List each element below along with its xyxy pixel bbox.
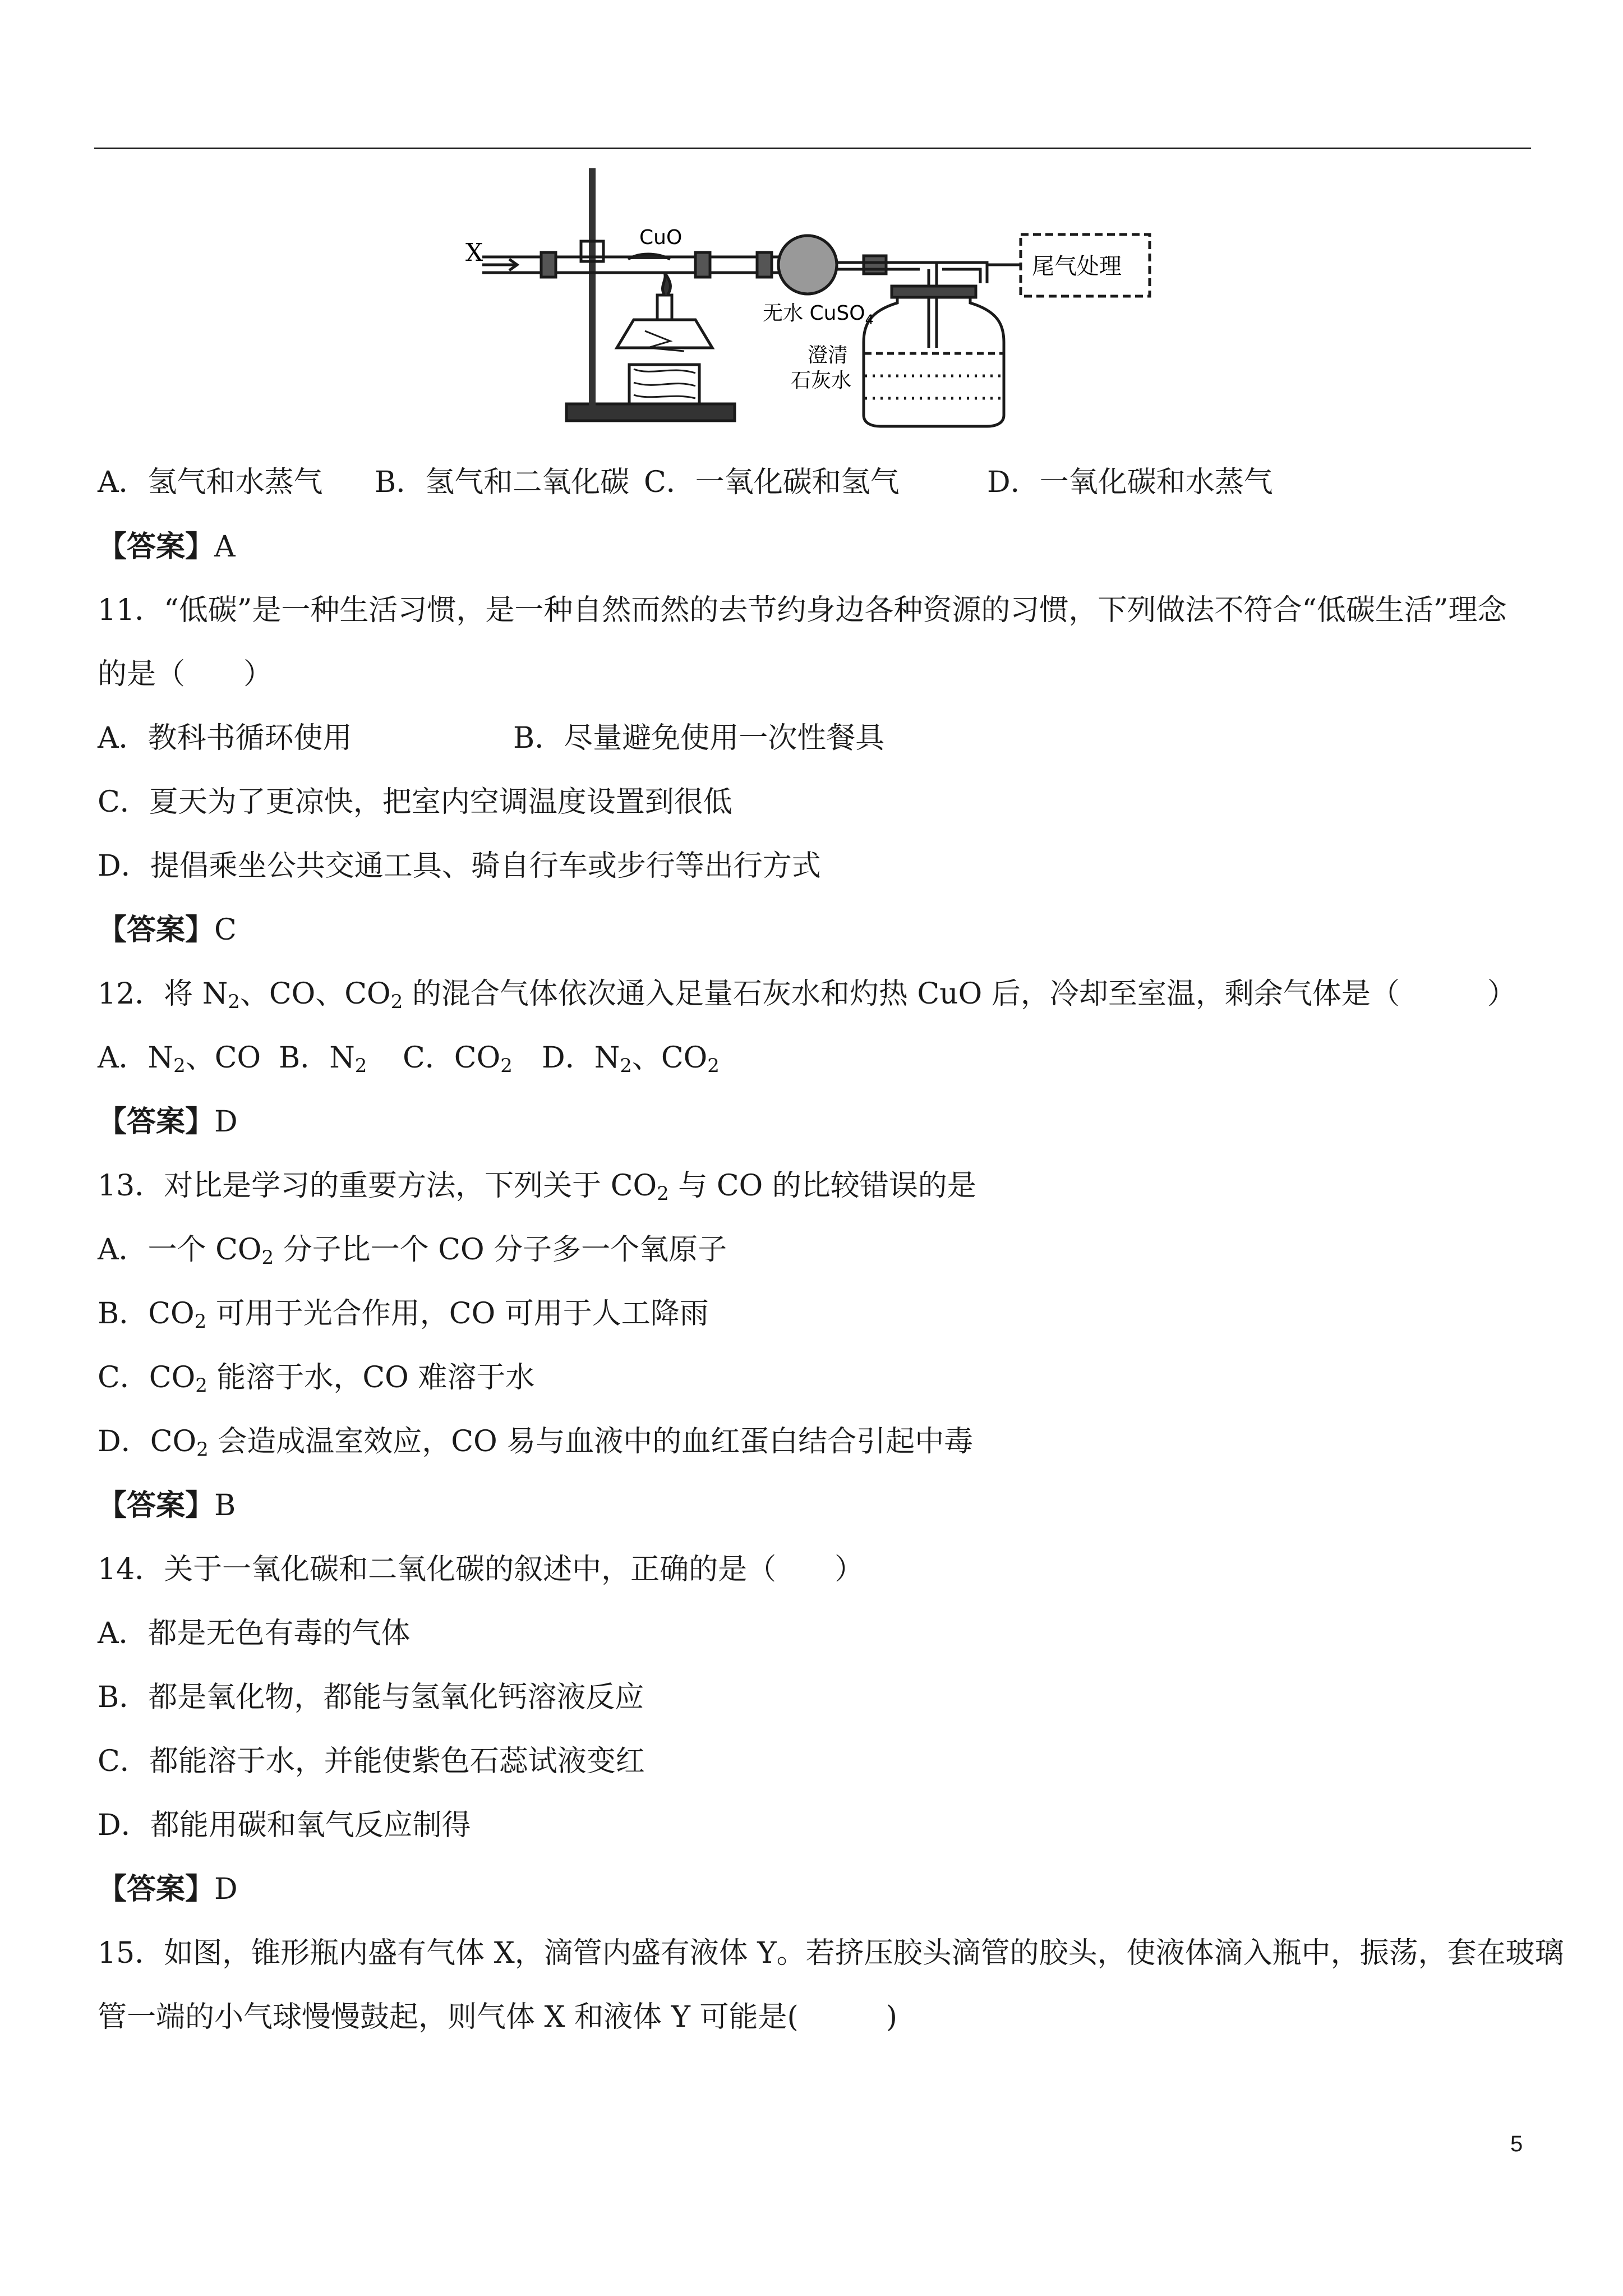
- q12-option-a: A．$N_2$、CO: [98, 1041, 261, 1077]
- q12-stem: 12．将 $N_2$、CO、$CO_2$ 的混合气体依次通入足量石灰水和灼热 CuO 后，冷却至室温，剩余气体是（ ）: [98, 977, 1516, 1013]
- q13-answer: 【答案】B: [98, 1489, 236, 1522]
- header-rule: [94, 148, 1531, 149]
- q11-stem-line1: 11．“低碳”是一种生活习惯，是一种自然而然的去节约身边各种资源的习惯，下列做法不符合“低碳生活”理念: [98, 593, 1507, 627]
- q13-option-d: D．$CO_2$ 会造成温室效应，CO 易与血液中的血红蛋白结合引起中毒: [98, 1425, 974, 1461]
- q13-option-b: B．$CO_2$ 可用于光合作用，CO 可用于人工降雨: [98, 1297, 709, 1333]
- q10-option-d: D．一氧化碳和水蒸气: [987, 466, 1273, 499]
- q12-option-b: B．$N_2$: [279, 1041, 367, 1077]
- q13-stem: 13．对比是学习的重要方法，下列关于 $CO_2$ 与 CO 的比较错误的是: [98, 1169, 976, 1205]
- q10-option-c: C．一氧化碳和氢气: [644, 466, 900, 499]
- q10-option-a: A．氢气和水蒸气: [98, 466, 323, 499]
- q14-answer: 【答案】D: [98, 1872, 238, 1906]
- q14-option-a: A．都是无色有毒的气体: [98, 1617, 411, 1650]
- q10-option-b: B．氢气和二氧化碳: [375, 466, 630, 499]
- q11-answer: 【答案】C: [98, 913, 237, 947]
- q13-option-c: C．$CO_2$ 能溶于水，CO 难溶于水: [98, 1361, 535, 1397]
- q11-option-b: B．尽量避免使用一次性餐具: [513, 721, 885, 755]
- q10-answer: 【答案】A: [98, 530, 236, 564]
- q11-option-a: A．教科书循环使用: [98, 721, 352, 755]
- q14-option-d: D．都能用碳和氧气反应制得: [98, 1809, 471, 1842]
- apparatus-figure: [449, 163, 1189, 432]
- q15-stem-line1: 15．如图，锥形瓶内盛有气体 X，滴管内盛有液体 Y。若挤压胶头滴管的胶头，使液体滴入瓶中，振荡，套在玻璃: [98, 1936, 1564, 1970]
- q14-option-c: C．都能溶于水，并能使紫色石蕊试液变红: [98, 1745, 645, 1778]
- q12-option-c: C．$CO_2$: [403, 1041, 513, 1077]
- limewater-label-1: 澄清: [808, 344, 849, 367]
- cuo-label: CuO: [639, 226, 683, 249]
- q12-answer: 【答案】D: [98, 1105, 238, 1139]
- q14-option-b: B．都是氧化物，都能与氢氧化钙溶液反应: [98, 1681, 644, 1714]
- gas-x-label: X: [465, 238, 483, 267]
- q15-stem-line2: 管一端的小气球慢慢鼓起，则气体 X 和液体 Y 可能是( ): [98, 2000, 898, 2034]
- q12-option-d: D．$N_2$、$CO_2$: [542, 1041, 720, 1077]
- tail-gas-label: 尾气处理: [1032, 254, 1122, 279]
- q14-stem: 14．关于一氧化碳和二氧化碳的叙述中，正确的是（ ）: [98, 1553, 864, 1586]
- q11-option-c: C．夏天为了更凉快，把室内空调温度设置到很低: [98, 785, 732, 819]
- cuso4-label: 无水 CuSO$_4$: [763, 302, 874, 328]
- limewater-label-2: 石灰水: [791, 369, 852, 392]
- q13-option-a: A．一个 $CO_2$ 分子比一个 CO 分子多一个氧原子: [98, 1233, 727, 1269]
- page-number: 5: [1510, 2132, 1523, 2156]
- q11-stem-line2: 的是（ ）: [98, 657, 273, 691]
- q11-option-d: D．提倡乘坐公共交通工具、骑自行车或步行等出行方式: [98, 849, 821, 883]
